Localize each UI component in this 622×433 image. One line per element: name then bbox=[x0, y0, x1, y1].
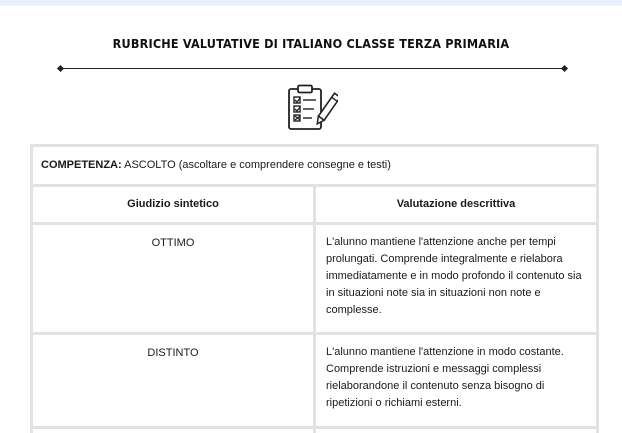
description-ottimo: L'alunno mantiene l'attenzione anche per tempi prolungati. Comprende integralmente e rielabora immediatamente e in modo profondo il contenuto sia in situazioni note sia in situazioni non note e complesse. bbox=[315, 224, 598, 334]
table-row bbox=[32, 428, 598, 433]
competence-cell bbox=[32, 146, 598, 186]
competence-text: ASCOLTO (ascoltare e comprendere consegne e testi) bbox=[124, 159, 391, 171]
document-title: RUBRICHE VALUTATIVE DI ITALIANO CLASSE TERZA PRIMARIA bbox=[112, 36, 510, 51]
description-cell-next bbox=[315, 428, 598, 433]
level-distinto: DISTINTO bbox=[32, 334, 315, 428]
top-strip bbox=[0, 0, 622, 6]
description-distinto: L'alunno mantiene l'attenzione in modo costante. Comprende istruzioni e messaggi complessi rielaborandone il contenuto senza bisogno di ripetizioni o richiami esterni. bbox=[315, 334, 598, 428]
competence-label: COMPETENZA: bbox=[41, 159, 122, 171]
table-row bbox=[32, 334, 598, 428]
title-divider bbox=[60, 68, 565, 69]
table-row bbox=[32, 224, 598, 334]
level-cell-next bbox=[32, 428, 315, 433]
rubric-table bbox=[30, 144, 599, 433]
header-giudizio: Giudizio sintetico bbox=[32, 186, 315, 224]
level-ottimo: OTTIMO bbox=[32, 224, 315, 334]
clipboard-checklist-pencil-icon bbox=[286, 84, 338, 132]
header-valutazione: Valutazione descrittiva bbox=[315, 186, 598, 224]
